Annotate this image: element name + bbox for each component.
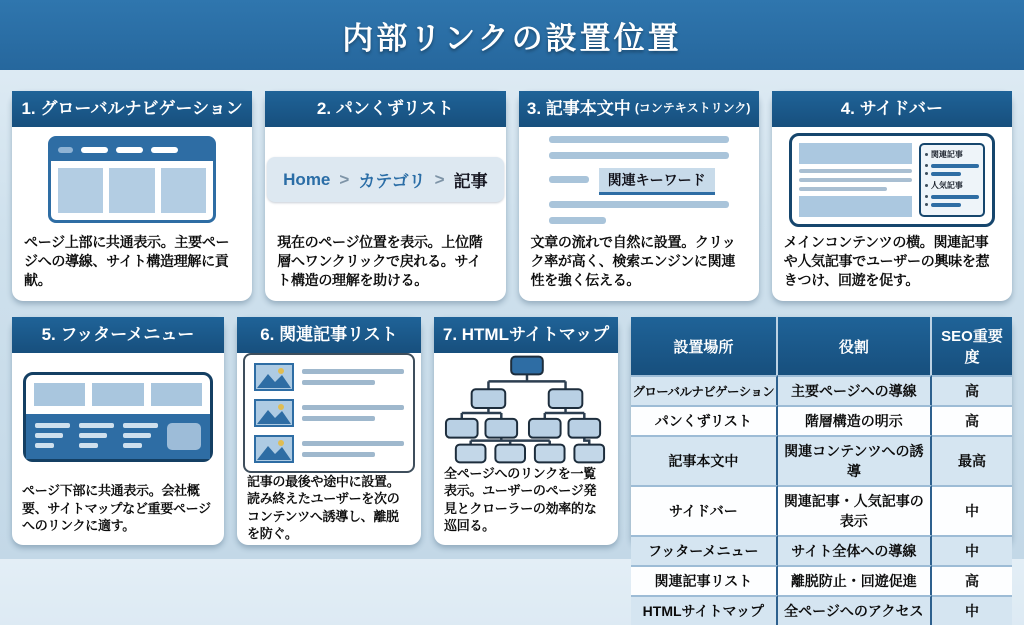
col-header-seo-importance: SEO重要度 [932, 317, 1012, 375]
breadcrumb-category: カテゴリ [358, 172, 426, 192]
col-header-role: 役割 [778, 317, 932, 375]
card-global-navigation [12, 91, 252, 301]
browser-window-icon [48, 136, 216, 223]
chevron-separator-icon: > [434, 169, 445, 189]
nav-item-pill-icon [151, 147, 178, 153]
card-context-link [519, 91, 759, 301]
cell-location: HTMLサイトマップ [631, 595, 778, 625]
cell-location: サイドバー [631, 485, 778, 535]
cell-location: パンくずリスト [631, 405, 778, 435]
card-title: 7. HTMLサイトマップ [442, 325, 610, 344]
card-header [237, 317, 421, 353]
text-line-icon [799, 187, 887, 191]
page-body-icon [26, 375, 210, 414]
card-title: 1. グローバルナビゲーション [21, 99, 243, 118]
link-line-icon [123, 443, 142, 448]
cards-row-1 [12, 91, 1012, 301]
article-thumbnail-icon [254, 435, 294, 463]
article-text-lines [302, 441, 404, 457]
breadcrumb-home: Home [283, 169, 331, 189]
card-breadcrumb [265, 91, 505, 301]
text-line-icon [302, 452, 375, 457]
sidebar-heading [925, 149, 979, 160]
card-description: 現在のページ位置を表示。上位階層へワンクリックで戻れる。サイト構造の理解を助ける。 [277, 234, 483, 289]
card-description: 全ページへのリンクを一覧表示。ユーザーのページ発見とクローラーの効率的な巡回る。 [444, 465, 597, 534]
table-row [631, 375, 1012, 405]
cards-row-2 [12, 317, 1012, 619]
page-content-icon [51, 161, 213, 220]
page-footer-icon [23, 372, 213, 462]
cell-location: 記事本文中 [631, 435, 778, 485]
sitemap-tree-icon [442, 353, 610, 465]
text-line-icon [549, 136, 729, 143]
sidebar-label: 関連記事 [930, 149, 963, 159]
table-header-row [631, 317, 1012, 375]
text-line-icon [549, 176, 589, 183]
footer-link-column-icon [79, 423, 114, 448]
sidebar-panel-icon [919, 143, 985, 217]
breadcrumb [267, 157, 503, 202]
footer-illustration [12, 353, 224, 483]
cell-importance: 高 [932, 565, 1012, 595]
card-title: 5. フッターメニュー [41, 325, 195, 344]
article-list-icon [243, 353, 415, 473]
text-line-icon [799, 178, 912, 182]
breadcrumb-current: 記事 [453, 172, 488, 192]
card-title: 4. サイドバー [840, 99, 944, 118]
cell-role: サイト全体への導線 [778, 535, 932, 565]
cell-role: 関連記事・人気記事の表示 [778, 485, 932, 535]
article-list-item [254, 399, 404, 427]
content-block-icon [151, 383, 202, 406]
article-text-lines [302, 369, 404, 385]
cell-importance: 高 [932, 375, 1012, 405]
card-header [12, 317, 224, 353]
link-bar-icon [931, 195, 979, 199]
text-line-icon [549, 217, 607, 224]
title-banner [0, 0, 1024, 70]
logo-pill-icon [58, 147, 73, 153]
chevron-separator-icon: > [339, 169, 350, 189]
text-line-icon [799, 169, 912, 173]
card-description: ページ上部に共通表示。主要ページへの導線、サイト構造理解に貢献。 [24, 234, 230, 289]
bullet-icon [925, 153, 928, 156]
content-block-icon [109, 168, 154, 213]
bullet-icon [925, 172, 928, 175]
card-title: 3. 記事本文中 [526, 99, 631, 118]
link-bar-icon [931, 203, 961, 207]
table-row [631, 565, 1012, 595]
sidebar-link [925, 164, 979, 168]
card-title-suffix: (コンテキストリンク) [634, 100, 751, 115]
card-description: メインコンテンツの横。関連記事や人気記事でユーザーの興味を惹きつけ、回遊を促す。 [783, 234, 990, 289]
cell-importance: 中 [932, 595, 1012, 625]
col-header-location: 設置場所 [631, 317, 778, 375]
sidebar-heading [925, 180, 979, 191]
table-row [631, 535, 1012, 565]
bullet-icon [925, 184, 928, 187]
card-description: 記事の最後や途中に設置。読み終えたユーザーを次のコンテンツへ誘導し、離脱を防ぐ。 [247, 473, 400, 542]
sidebar-label: 人気記事 [930, 180, 963, 190]
card-description: ページ下部に共通表示。会社概要、サイトマップなど重要ページへのリンクに適す。 [22, 483, 211, 534]
link-line-icon [79, 433, 107, 438]
link-line-icon [35, 423, 70, 428]
link-line-icon [79, 423, 114, 428]
nav-item-pill-icon [116, 147, 143, 153]
article-thumbnail-icon [254, 399, 294, 427]
footer-link-column-icon [35, 423, 70, 448]
table-row [631, 405, 1012, 435]
breadcrumb-illustration [265, 127, 505, 234]
content-block-icon [799, 196, 912, 217]
footer-bar-icon [26, 414, 210, 459]
keyword-link-label: 関連キーワード [599, 168, 715, 192]
cell-importance: 中 [932, 485, 1012, 535]
link-line-icon [123, 433, 151, 438]
table-row [631, 595, 1012, 625]
card-title: 2. パンくずリスト [316, 99, 454, 118]
card-header [519, 91, 759, 127]
text-line-icon [302, 369, 404, 374]
page-title: 内部リンクの設置位置 [342, 20, 682, 56]
table-row [631, 485, 1012, 535]
cell-importance: 最高 [932, 435, 1012, 485]
content-block-icon [58, 168, 103, 213]
card-sidebar [772, 91, 1012, 301]
content-block-icon [799, 143, 912, 164]
card-html-sitemap [434, 317, 618, 545]
cell-role: 主要ページへの導線 [778, 375, 932, 405]
global-nav-illustration [12, 127, 252, 234]
link-line-icon [35, 443, 54, 448]
bullet-icon [925, 203, 928, 206]
article-text-icon [549, 136, 729, 224]
link-line-icon [35, 433, 63, 438]
content-block-icon [92, 383, 143, 406]
nav-bar-icon [51, 139, 213, 161]
text-line-icon [302, 441, 404, 446]
link-line-icon [123, 423, 158, 428]
table-row [631, 435, 1012, 485]
cell-role: 離脱防止・回遊促進 [778, 565, 932, 595]
article-text-lines [302, 405, 404, 421]
link-bar-icon [931, 172, 961, 176]
link-bar-icon [931, 164, 979, 168]
sidebar-link [925, 195, 979, 199]
article-list-item [254, 435, 404, 463]
cell-role: 関連コンテンツへの誘導 [778, 435, 932, 485]
link-line-icon [79, 443, 98, 448]
card-related-articles [237, 317, 421, 545]
cell-location: 関連記事リスト [631, 565, 778, 595]
content-block-icon [34, 383, 85, 406]
card-header [772, 91, 1012, 127]
text-line-icon [302, 380, 375, 385]
text-line-icon [549, 152, 729, 159]
cell-location: フッターメニュー [631, 535, 778, 565]
sidebar-link [925, 203, 979, 207]
card-header [12, 91, 252, 127]
sitemap-illustration [434, 353, 618, 465]
text-line-icon [549, 201, 729, 208]
bullet-icon [925, 164, 928, 167]
article-thumbnail-icon [254, 363, 294, 391]
card-header [434, 317, 618, 353]
text-line-icon [302, 405, 404, 410]
text-line-icon [302, 416, 375, 421]
content-block-icon [161, 168, 206, 213]
card-description: 文章の流れで自然に設置。クリック率が高く、検索エンジンに関連性を強く伝える。 [530, 234, 736, 289]
page-layout-icon [789, 133, 995, 227]
card-title: 6. 関連記事リスト [260, 325, 398, 344]
keyword-line [549, 168, 729, 192]
seo-importance-table [631, 317, 1012, 619]
cell-role: 階層構造の明示 [778, 405, 932, 435]
related-list-illustration [237, 353, 421, 473]
cell-location: グローバルナビゲーション [631, 375, 778, 405]
card-header [265, 91, 505, 127]
nav-item-pill-icon [81, 147, 108, 153]
sidebar-link [925, 172, 979, 176]
footer-link-column-icon [123, 423, 158, 448]
main-content-icon [799, 143, 912, 217]
cell-importance: 中 [932, 535, 1012, 565]
footer-badge-icon [167, 423, 201, 450]
card-footer-menu [12, 317, 224, 545]
article-list-item [254, 363, 404, 391]
bullet-icon [925, 195, 928, 198]
sidebar-illustration [772, 127, 1012, 234]
cell-role: 全ページへのアクセス [778, 595, 932, 625]
cell-importance: 高 [932, 405, 1012, 435]
context-link-illustration [519, 127, 759, 234]
